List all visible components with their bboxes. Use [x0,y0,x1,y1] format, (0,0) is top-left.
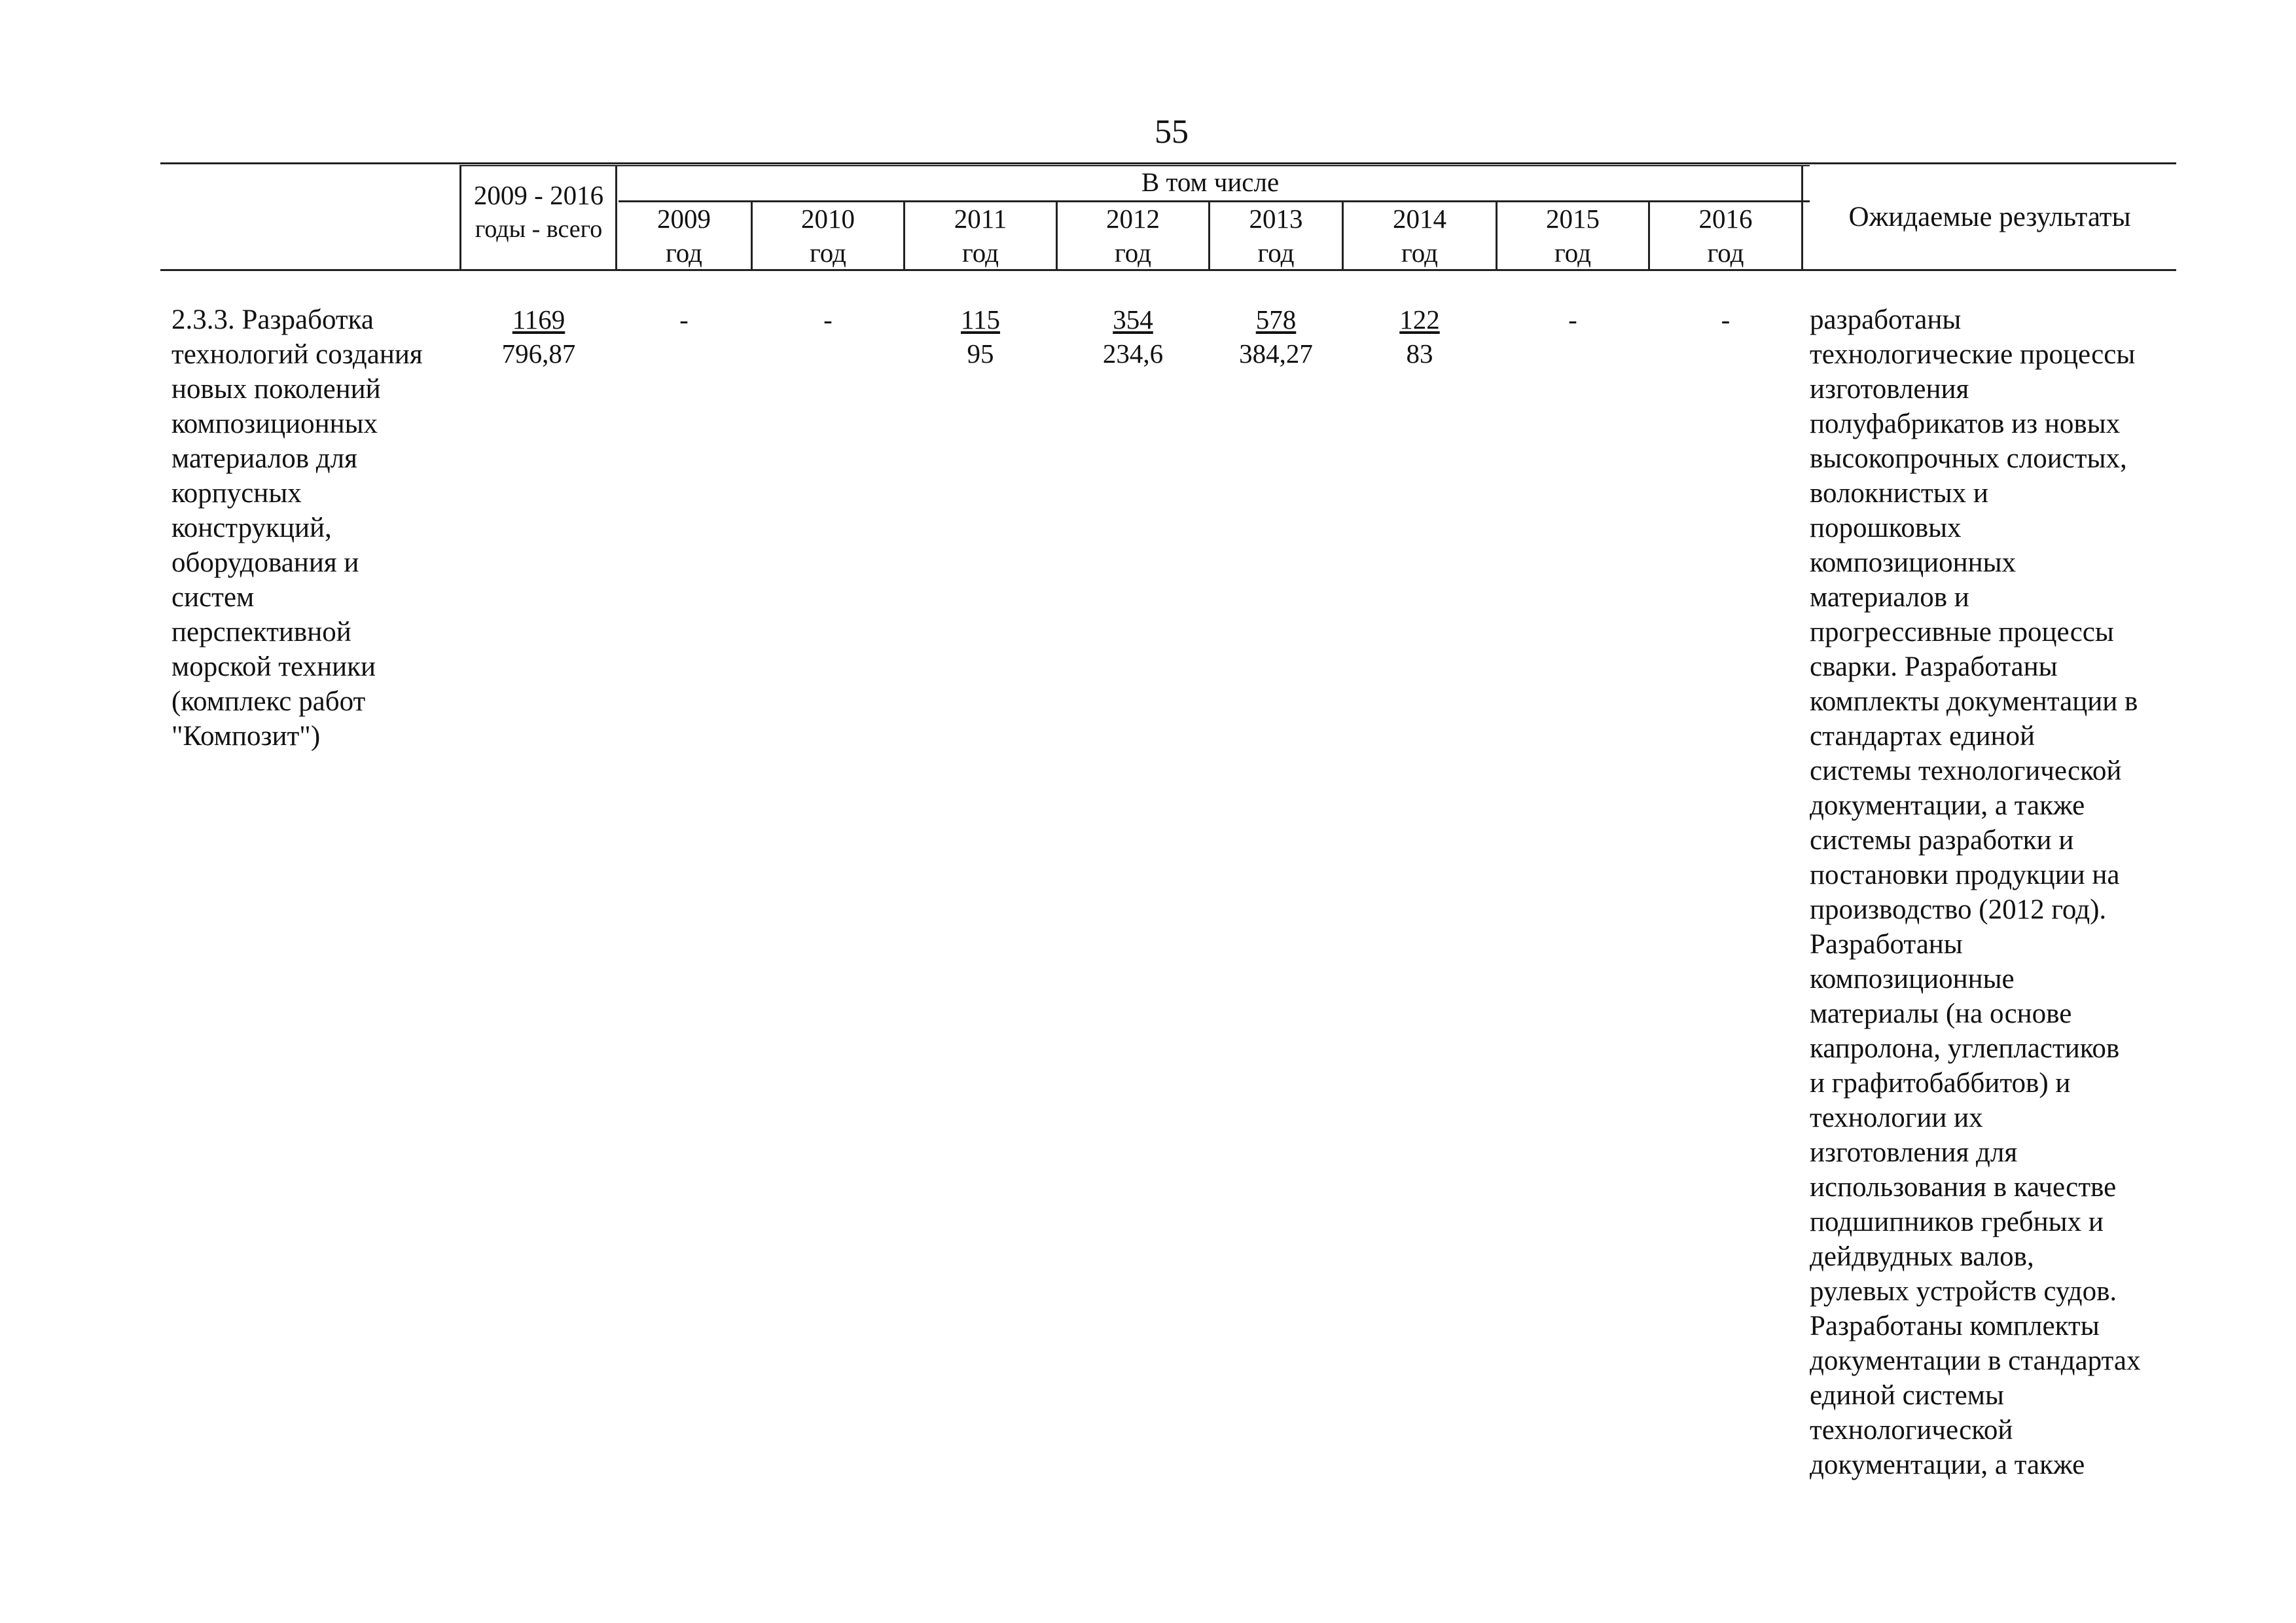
header-year-2013: 2013 год [1249,204,1303,268]
header-including: В том числе [1141,167,1280,197]
header-year-2011: 2011 год [954,204,1007,268]
row-value-2015: - [1568,304,1577,335]
table-top-rule [160,162,2176,164]
row-value-2009: - [679,304,689,335]
page-number: 55 [1155,113,1189,151]
header-total [461,178,616,246]
row-total-bottom: 796,87 [501,338,576,369]
row-value-2013: 578 384,27 [1239,304,1313,369]
row-description: 2.3.3. Разработка технологий создания новых поколений композиционных материалов для корпусных конструкций, оборудования и систем перспективной морской техники (комплекс работ "Композит") [171,304,423,752]
row-total-top: 1169 [512,304,565,335]
row-value-2011: 115 95 [961,304,1000,369]
row-value-2010: - [823,304,833,335]
header-expected-results: Ожидаемые результаты [1848,202,2131,232]
header-year-2015: 2015 год [1546,204,1600,268]
row-expected-result: разработаны технологические процессы изготовления полуфабрикатов из новых высокопрочных слоистых, волокнистых и порошковых композиционных материалов и прогрессивные процессы сварки. Разработаны комплекты документации в стандартах единой системы технологической документации, а также системы разработки и постановки продукции на производство (2012 год). Разработаны композиционные материалы (на основе капролона, углепластиков и графитобаббитов) и технологии их изготовления для использования в качестве подшипников гребных и дейдвудных валов, рулевых устройств судов. Разработаны комплекты документации в стандартах единой системы технологической документации, а также [1810,304,2141,1480]
header-year-2016: 2016 год [1698,204,1753,268]
row-value-2014: 122 83 [1399,304,1440,369]
row-total [461,302,616,371]
header-year-2012: 2012 год [1106,204,1160,268]
header-total-line2: годы - всего [475,215,603,243]
header-year-2009: 2009 год [657,204,711,268]
header-total-line1: 2009 - 2016 [473,180,604,210]
header-year-2014: 2014 год [1393,204,1446,268]
row-value-2016: - [1721,304,1731,335]
row-value-2012: 354 234,6 [1102,304,1164,369]
header-year-2010: 2010 год [801,204,855,268]
